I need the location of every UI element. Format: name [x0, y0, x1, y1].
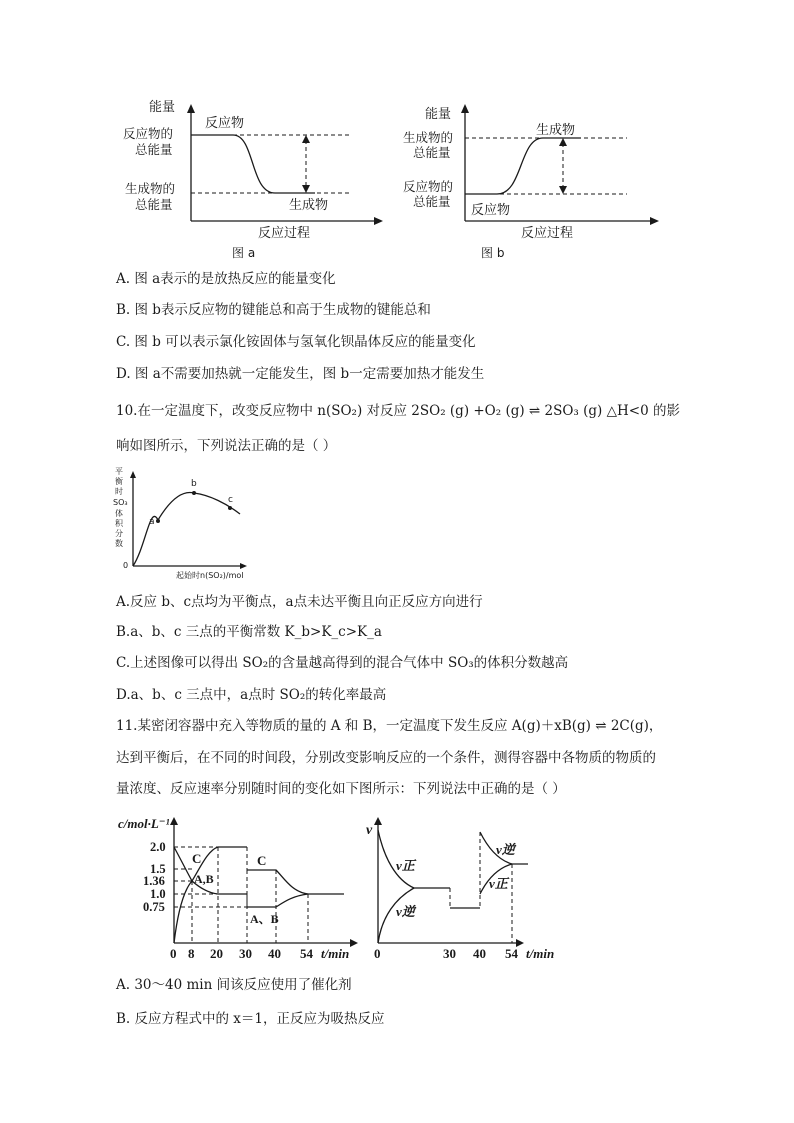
svg-text:c: c: [228, 495, 233, 505]
svg-text:54: 54: [300, 946, 313, 961]
energy-diagram-a: [115, 96, 395, 266]
fig-b-y-label: 能量: [425, 107, 452, 122]
svg-text:v逆: v逆: [496, 842, 515, 857]
svg-text:v正: v正: [489, 876, 508, 891]
svg-text:生成物的: 生成物的: [403, 130, 454, 145]
svg-text:30: 30: [239, 946, 252, 961]
svg-text:a: a: [149, 517, 155, 527]
svg-text:20: 20: [210, 946, 223, 961]
svg-text:54: 54: [505, 946, 518, 961]
svg-text:时: 时: [115, 487, 123, 496]
svg-text:数: 数: [115, 539, 123, 548]
svg-text:8: 8: [188, 946, 195, 961]
q9-option-a: A. 图 a表示的是放热反应的能量变化: [116, 271, 336, 287]
q11-stem-line2: 达到平衡后，在不同的时间段，分别改变影响反应的一个条件，测得容器中各物质的物质的: [116, 750, 656, 766]
svg-text:2.0: 2.0: [150, 840, 166, 854]
svg-text:总能量: 总能量: [135, 197, 173, 212]
svg-text:体: 体: [115, 509, 123, 518]
q11-stem-line1: 11.某密闭容器中充入等物质的量的 A 和 B，一定温度下发生反应 A(g)＋xB(g) ⇌ 2C(g)，: [116, 718, 663, 734]
svg-text:1.36: 1.36: [143, 874, 165, 888]
curve-ab-phase1: [174, 847, 247, 894]
svg-text:A、B: A、B: [250, 912, 279, 926]
svg-text:衡: 衡: [115, 477, 123, 486]
svg-text:t/min: t/min: [526, 946, 555, 961]
q11-stem-line3: 量浓度、反应速率分别随时间的变化如下图所示：下列说法中正确的是（ ）: [116, 781, 566, 797]
point-b: [192, 491, 196, 495]
concentration-time-chart: [112, 812, 370, 962]
svg-text:总能量: 总能量: [135, 142, 173, 157]
fig-b-energy-curve: [465, 138, 581, 194]
fig-b-reactant-label: 反应物: [471, 203, 511, 218]
svg-text:30: 30: [443, 946, 456, 961]
fig-a-top-label: 反应物的: [123, 126, 174, 141]
q10-option-c: C.上述图像可以得出 SO₂的含量越高得到的混合气体中 SO₃的体积分数越高: [116, 655, 569, 671]
svg-text:分: 分: [115, 529, 123, 538]
svg-text:总能量: 总能量: [413, 145, 451, 160]
svg-text:SO₃: SO₃: [113, 498, 128, 507]
fig-a-x-label: 反应过程: [258, 226, 311, 241]
fig-a-y-label: 能量: [149, 100, 176, 115]
svg-text:0: 0: [123, 561, 129, 570]
svg-text:0.75: 0.75: [143, 900, 165, 914]
svg-text:反应过程: 反应过程: [521, 226, 574, 241]
conc-y-label: c/mol·L⁻¹: [118, 816, 170, 831]
fig-b-product-label: 生成物: [536, 123, 576, 138]
fig-a-reactant-label: 反应物: [205, 116, 245, 131]
q10-option-b: B.a、b、c 三点的平衡常数 K_b>K_c>K_a: [116, 624, 382, 640]
svg-text:C: C: [192, 851, 202, 866]
svg-text:40: 40: [473, 946, 486, 961]
svg-text:b: b: [191, 479, 197, 489]
svg-text:反应物的: 反应物的: [403, 179, 454, 194]
svg-text:0: 0: [374, 946, 381, 961]
q10-option-a: A.反应 b、c点均为平衡点，a点未达平衡且向正反应方向进行: [116, 594, 483, 610]
svg-text:C: C: [257, 853, 267, 868]
rate-time-chart: [362, 812, 572, 962]
fig-b-caption: 图 b: [481, 246, 505, 260]
q9-option-b: B. 图 b表示反应物的键能总和高于生成物的键能总和: [116, 302, 431, 318]
svg-text:t/min: t/min: [321, 946, 350, 961]
svg-text:积: 积: [115, 519, 123, 528]
energy-diagram-b: [395, 96, 685, 266]
q11-option-b: B. 反应方程式中的 x＝1，正反应为吸热反应: [116, 1011, 385, 1027]
q10-stem-line1: 10.在一定温度下，改变反应物中 n(SO₂) 对反应 2SO₂ (g) +O₂ (g) ⇌ 2SO₃ (g) △H<0 的影: [116, 403, 680, 419]
fig-a-product-label: 生成物: [289, 198, 329, 213]
q9-option-d: D. 图 a不需要加热就一定能发生，图 b一定需要加热才能发生: [116, 366, 485, 382]
point-a: [156, 519, 160, 523]
svg-text:v逆: v逆: [396, 904, 415, 919]
svg-text:v正: v正: [396, 858, 415, 873]
svg-text:平: 平: [115, 467, 123, 476]
svg-text:A,B: A,B: [194, 872, 214, 886]
so3-fraction-chart: [112, 462, 272, 584]
q9-option-c: C. 图 b 可以表示氯化铵固体与氢氧化钡晶体反应的能量变化: [116, 334, 476, 350]
fig-a-caption: 图 a: [232, 246, 256, 260]
fig-a-energy-curve: [191, 135, 315, 193]
fig-a-bottom-label: 生成物的: [125, 181, 176, 196]
svg-text:1.5: 1.5: [150, 862, 166, 876]
svg-text:总能量: 总能量: [413, 194, 451, 209]
so3-chart-x-label: 起始时n(SO₂)/mol: [176, 571, 244, 580]
q10-stem-line2: 响如图所示，下列说法正确的是（ ）: [116, 438, 337, 454]
curve-c-phase1: [174, 847, 247, 943]
so3-fraction-curve: [133, 492, 240, 566]
svg-text:40: 40: [268, 946, 281, 961]
q11-option-a: A. 30～40 min 间该反应使用了催化剂: [116, 977, 352, 993]
svg-text:0: 0: [170, 946, 177, 961]
q10-option-d: D.a、b、c 三点中，a点时 SO₂的转化率最高: [116, 687, 387, 703]
point-c: [228, 506, 232, 510]
curve-ab-phase2: [247, 894, 308, 907]
rate-y-label: v: [366, 823, 373, 838]
svg-text:1.0: 1.0: [150, 887, 166, 901]
curve-c-phase2: [247, 870, 344, 894]
